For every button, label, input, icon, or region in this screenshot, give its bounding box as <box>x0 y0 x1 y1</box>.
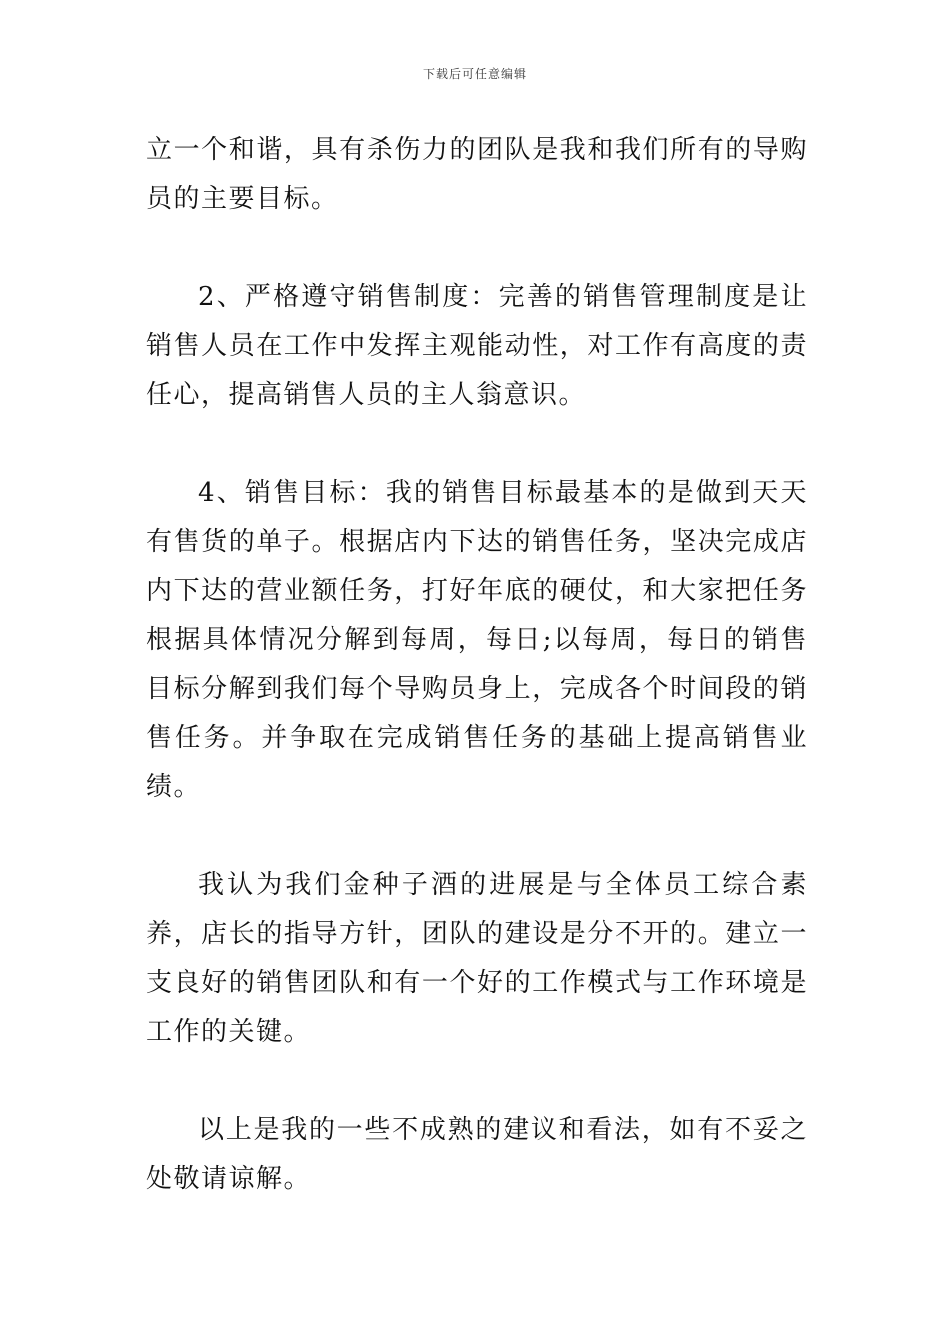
paragraph-team-development: 我认为我们金种子酒的进展是与全体员工综合素养，店长的指导方针，团队的建设是分不开的。建立一支良好的销售团队和有一个好的工作模式与工作环境是工作的关键。 <box>146 870 808 1047</box>
paragraph-gap <box>146 224 808 273</box>
paragraph-gap <box>146 812 808 861</box>
paragraph-gap <box>146 420 808 469</box>
paragraph-gap <box>146 1057 808 1106</box>
paragraph-sales-targets: 4、销售目标：我的销售目标最基本的是做到天天有售货的单子。根据店内下达的销售任务，坚决完成店内下达的营业额任务，打好年底的硬仗，和大家把任务根据具体情况分解到每周，每日;以每周，每日的销售目标分解到我们每个导购员身上，完成各个时间段的销售任务。并争取在完成销售任务的基础上提高销售业绩。 <box>146 478 808 802</box>
paragraph-closing: 以上是我的一些不成熟的建议和看法，如有不妥之处敬请谅解。 <box>146 1115 808 1194</box>
document-body <box>146 126 808 1204</box>
paragraph-continued: 立一个和谐，具有杀伤力的团队是我和我们所有的导购员的主要目标。 <box>146 135 808 214</box>
header-note: 下载后可任意编辑 <box>422 67 527 81</box>
paragraph-sales-rules: 2、严格遵守销售制度：完善的销售管理制度是让销售人员在工作中发挥主观能动性，对工作有高度的责任心，提高销售人员的主人翁意识。 <box>146 282 808 410</box>
